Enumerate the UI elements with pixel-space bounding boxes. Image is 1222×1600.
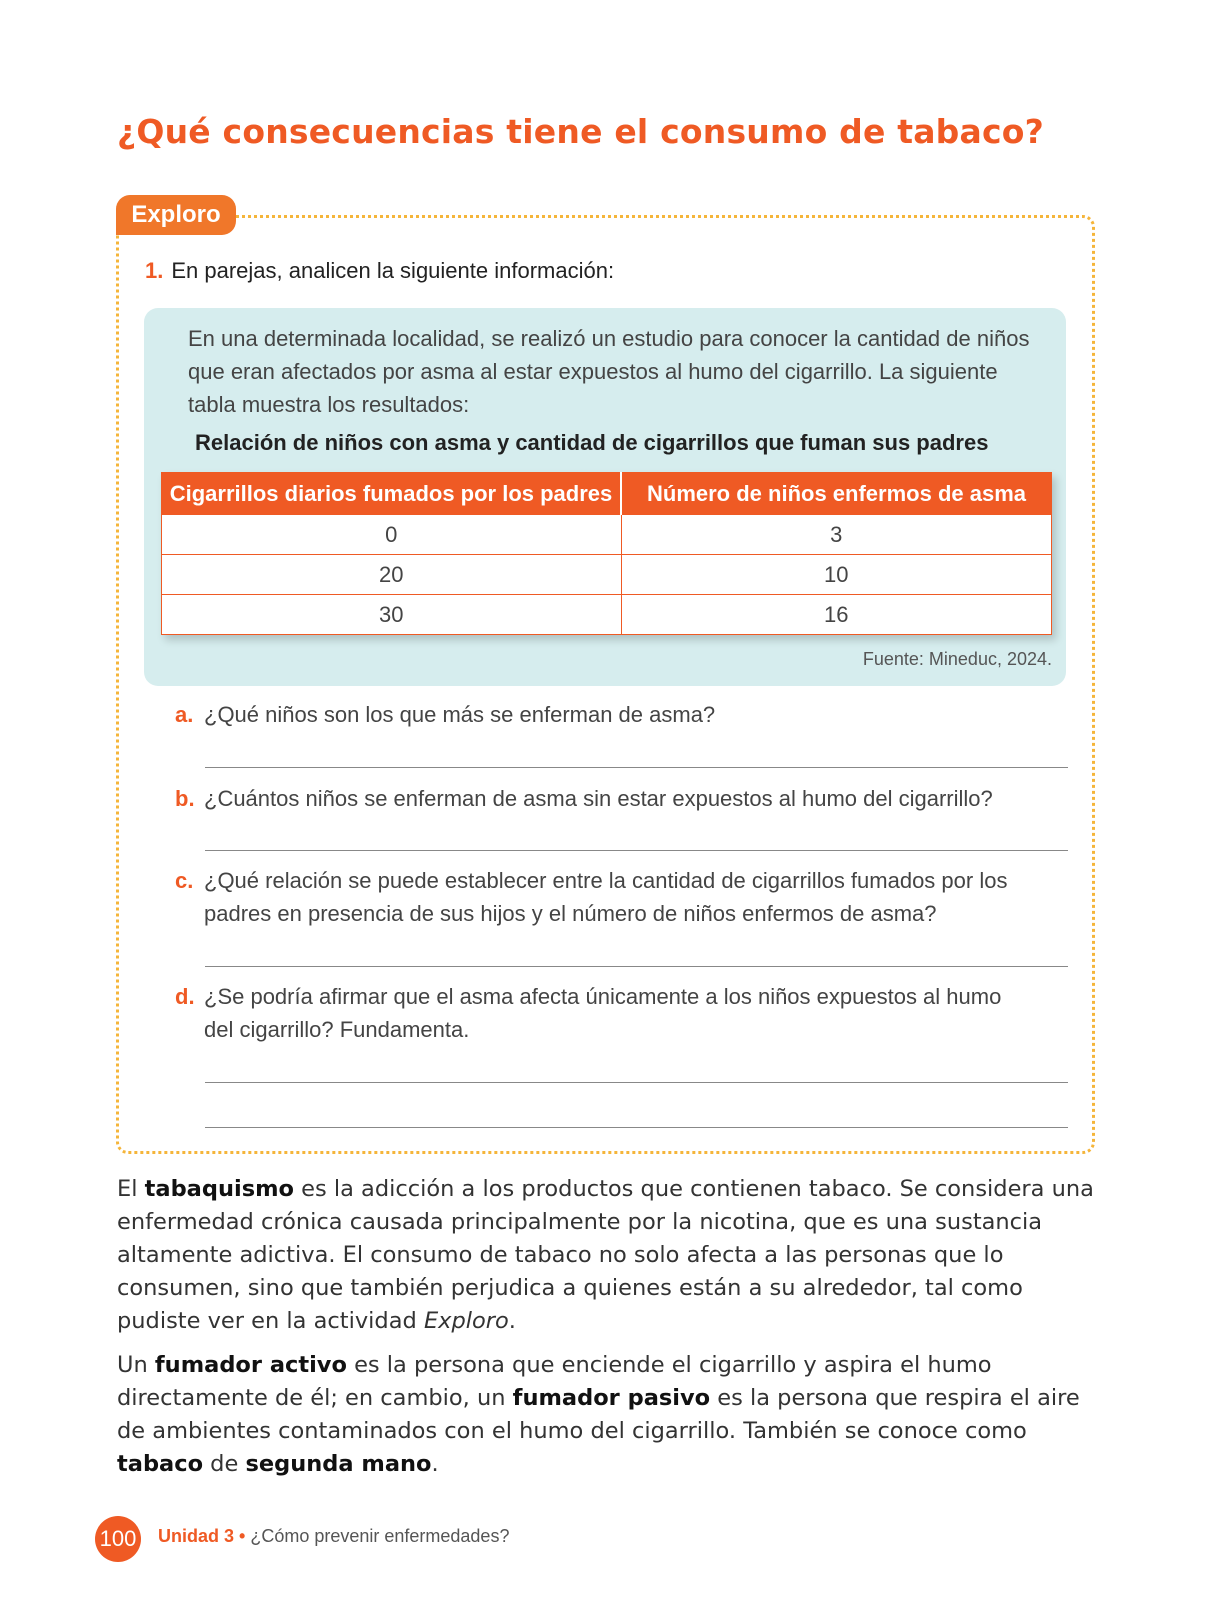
answer-line-b[interactable]: [205, 850, 1068, 851]
text-run: .: [508, 1308, 516, 1334]
table-source: Fuente: Mineduc, 2024.: [862, 649, 1052, 669]
italic-term: Exploro: [423, 1308, 509, 1334]
column-header-cigarettes: Cigarrillos diarios fumados por los padres: [162, 473, 622, 515]
text-run: Un: [117, 1352, 155, 1378]
sub-question-letter: a.: [175, 702, 194, 727]
explore-tab: Exploro: [116, 195, 236, 235]
footer-unit-title: ¿Cómo prevenir enfermedades?: [250, 1526, 510, 1546]
sub-question-letter: b.: [175, 786, 195, 811]
column-header-asthma: Número de niños enfermos de asma: [621, 473, 1052, 515]
sub-question-text: ¿Cuántos niños se enferman de asma sin estar expuestos al humo del cigarrillo?: [204, 786, 993, 811]
question-text: En parejas, analicen la siguiente información:: [171, 258, 615, 283]
answer-line-a[interactable]: [205, 767, 1068, 768]
page-number-badge: 100: [95, 1516, 141, 1562]
text-run: es la adicción a los productos que contienen tabaco. Se considera una enfermedad crónica causada principalmente por la nicotina, que es una sustancia altamente adictiva. El consumo de tabaco no solo afecta a las personas que lo consumen, sino que también perjudica a quienes están a su alrededor, tal como pudiste ver en la actividad: [117, 1176, 1094, 1334]
bold-term: fumador pasivo: [512, 1385, 711, 1411]
table-cell: 20: [162, 555, 622, 595]
question-number: 1.: [145, 258, 164, 283]
bold-term: fumador activo: [154, 1352, 347, 1378]
table-title: Relación de niños con asma y cantidad de cigarrillos que fuman sus padres: [195, 430, 989, 455]
table-row: [162, 555, 1052, 595]
footer-unit: [158, 1526, 509, 1547]
bold-term: segunda mano: [245, 1451, 432, 1477]
sub-question-letter: c.: [175, 868, 194, 893]
table-row: [162, 595, 1052, 635]
paragraph-tabaquismo: [117, 1173, 1102, 1338]
sub-question-text: ¿Se podría afirmar que el asma afecta únicamente a los niños expuestos al humo del cigarrillo? Fundamenta.: [204, 984, 1002, 1042]
answer-line-d2[interactable]: [205, 1127, 1068, 1128]
text-run: es la persona que enciende el cigarrillo y aspira el humo directamente de él; en cambio, un: [117, 1352, 992, 1411]
table-cell: 3: [621, 515, 1052, 555]
paragraph-fumador: [117, 1349, 1102, 1481]
sub-question-c: [175, 864, 1035, 930]
table-cell: 0: [162, 515, 622, 555]
page-title: ¿Qué consecuencias tiene el consumo de tabaco?: [117, 112, 1044, 151]
footer-separator: •: [234, 1526, 251, 1546]
text-run: de: [203, 1451, 246, 1477]
sub-question-d: [175, 980, 1035, 1046]
data-table: [161, 472, 1052, 635]
sub-question-text: ¿Qué relación se puede establecer entre la cantidad de cigarrillos fumados por los padres en presencia de sus hijos y el número de niños enfermos de asma?: [204, 868, 1008, 926]
table-cell: 10: [621, 555, 1052, 595]
bold-term: tabaquismo: [144, 1176, 294, 1202]
footer-unit-label: Unidad 3: [158, 1526, 235, 1546]
sub-question-text: ¿Qué niños son los que más se enferman de asma?: [204, 702, 716, 727]
bold-term: tabaco: [117, 1451, 204, 1477]
sub-question-a: [175, 698, 1035, 731]
text-run: El: [117, 1176, 145, 1202]
info-text: En una determinada localidad, se realizó un estudio para conocer la cantidad de niños que eran afectados por asma al estar expuestos al humo del cigarrillo. La siguiente tabla muestra los resultados:: [188, 326, 1030, 417]
sub-question-b: [175, 782, 1035, 815]
table-cell: 16: [621, 595, 1052, 635]
table-row: [162, 515, 1052, 555]
answer-line-c[interactable]: [205, 966, 1068, 967]
sub-question-letter: d.: [175, 984, 195, 1009]
table-cell: 30: [162, 595, 622, 635]
text-run: es la persona que respira el aire de ambientes contaminados con el humo del cigarrillo. También se conoce como: [117, 1385, 1080, 1444]
table-header-row: [162, 473, 1052, 515]
text-run: .: [431, 1451, 439, 1477]
answer-line-d1[interactable]: [205, 1082, 1068, 1083]
main-question: [145, 258, 614, 284]
